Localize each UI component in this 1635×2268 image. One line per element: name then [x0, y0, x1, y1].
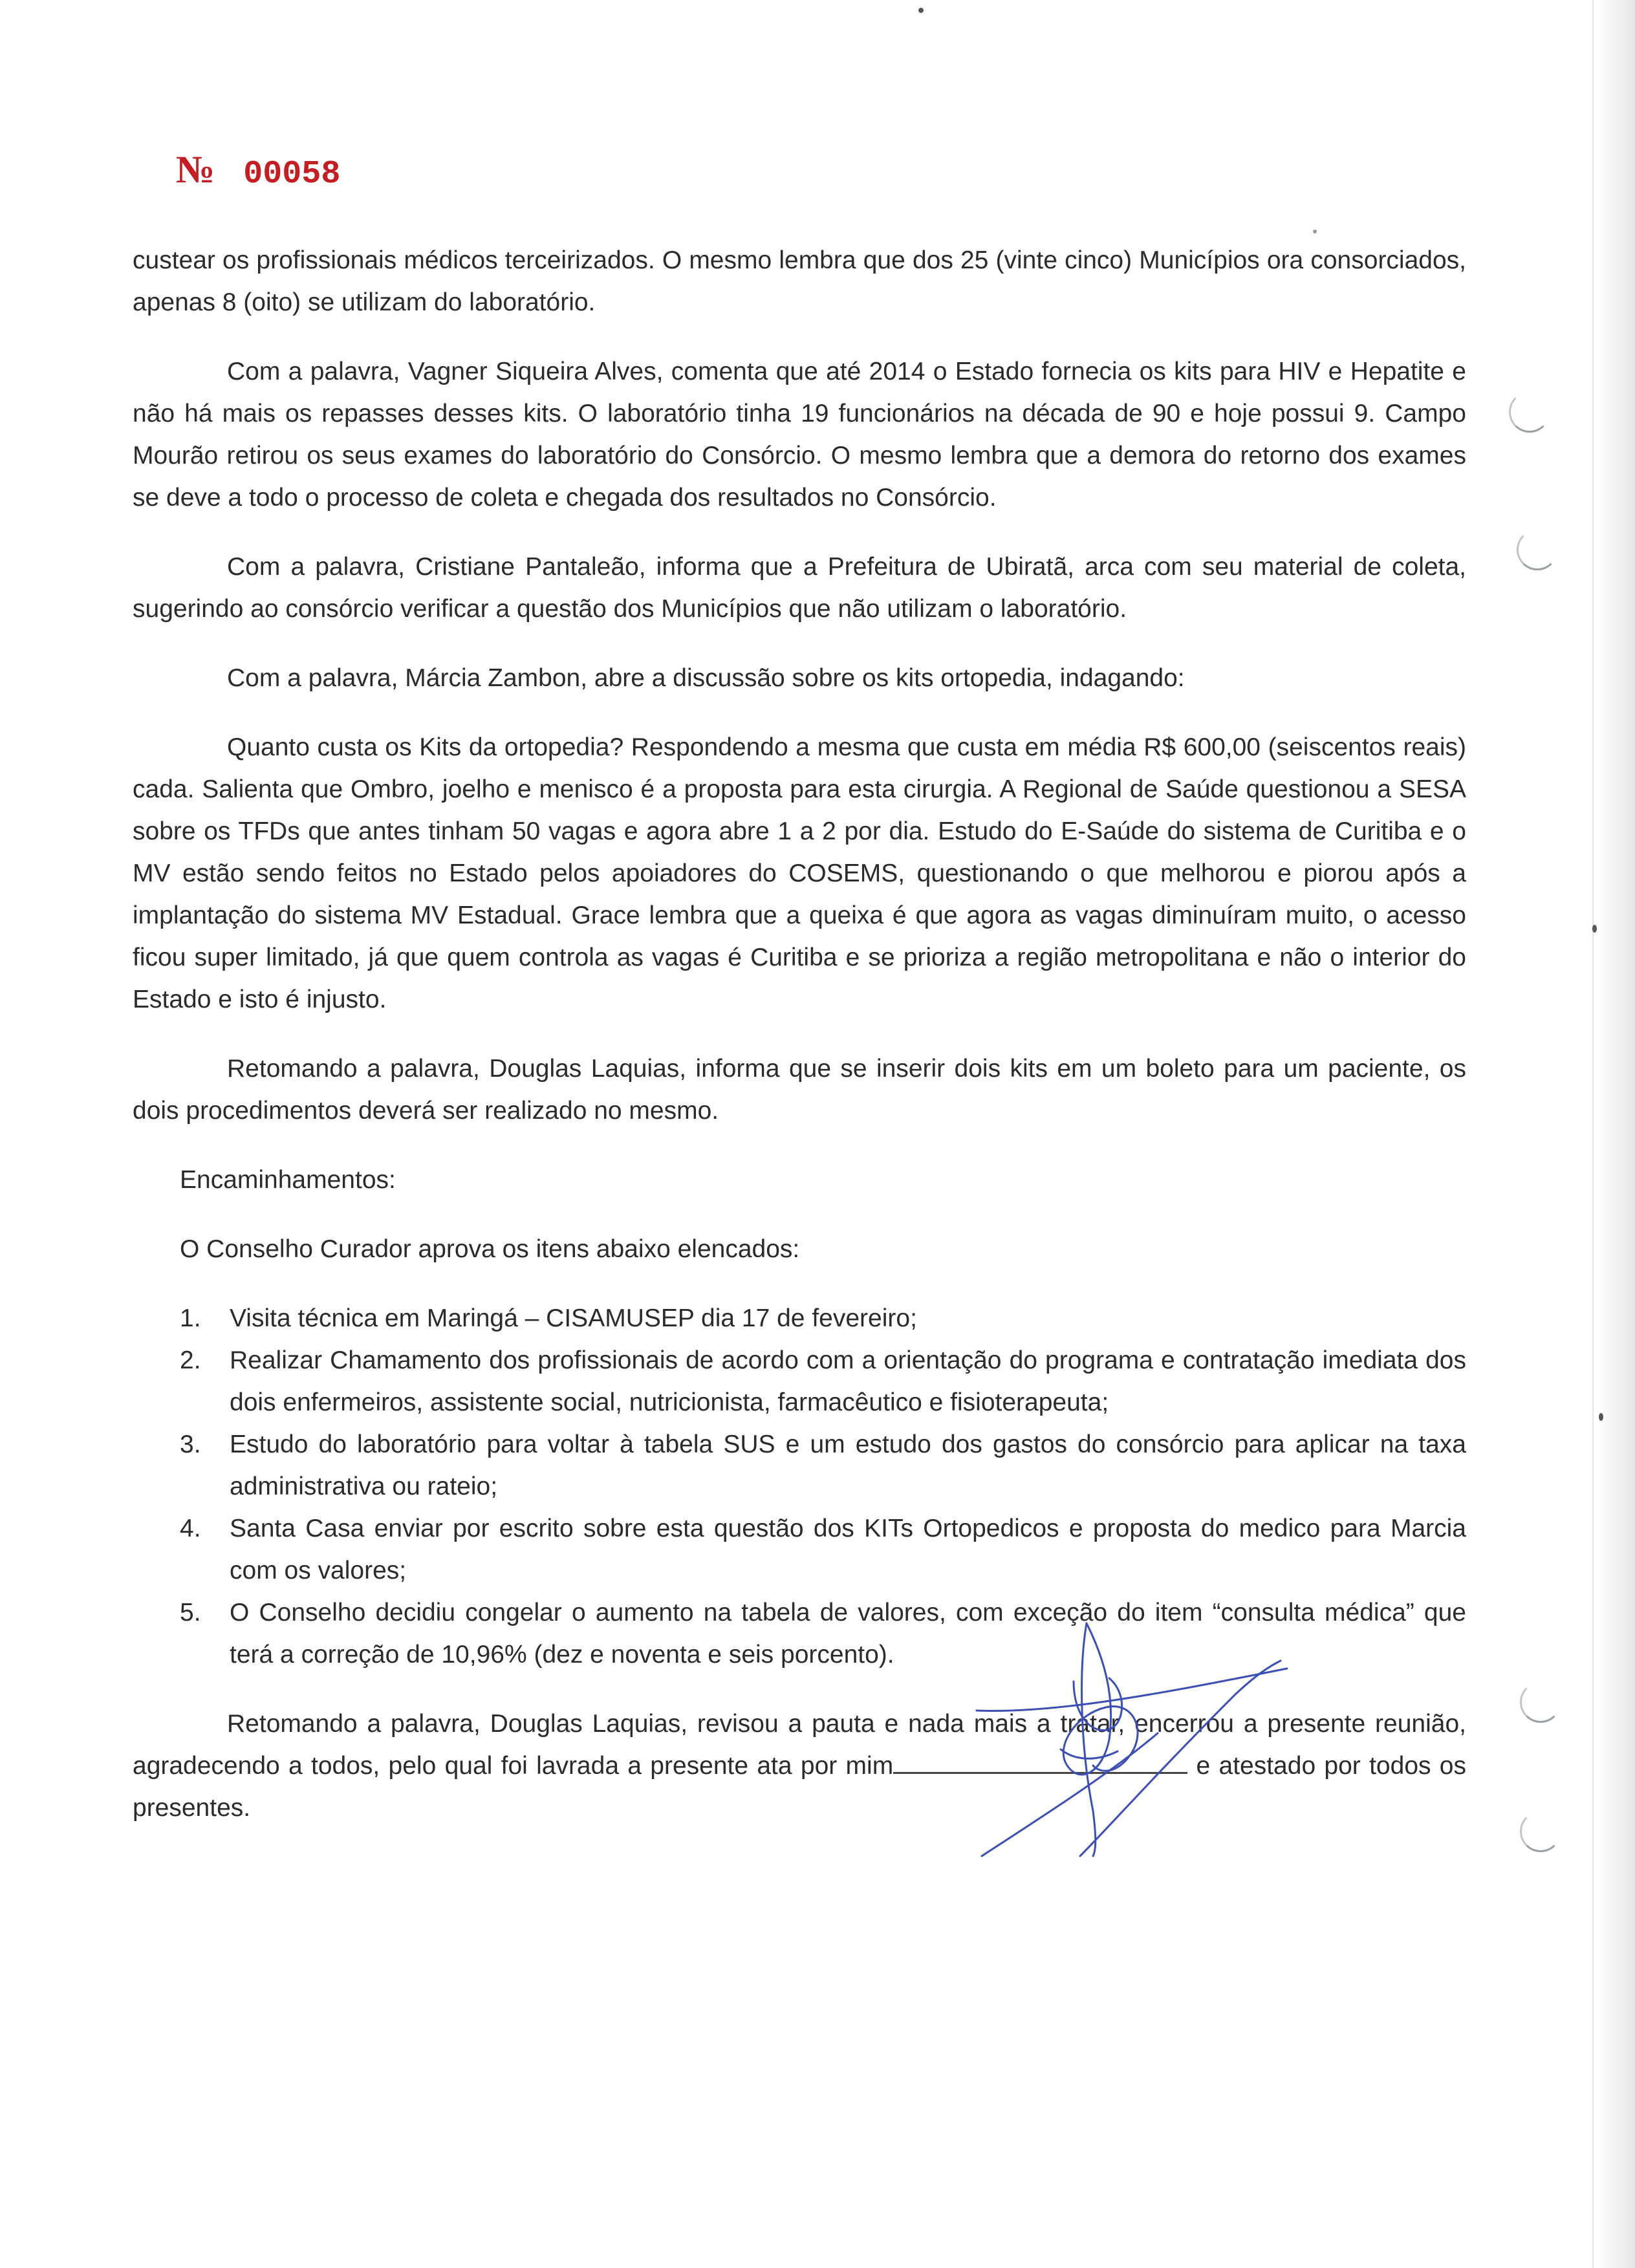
document-number [176, 147, 340, 193]
paragraph-conselho: O Conselho Curador aprova os itens abaixo elencados: [180, 1235, 800, 1263]
minutes-body [133, 239, 1466, 1829]
list-item [133, 1297, 1466, 1339]
item-number: 5. [180, 1599, 201, 1626]
item-number: 1. [180, 1304, 201, 1332]
number-value: 00058 [243, 156, 341, 193]
item-number: 3. [180, 1431, 201, 1458]
item-number: 4. [180, 1515, 201, 1542]
scan-speck [1592, 925, 1597, 933]
paragraph-kits: Quanto custa os Kits da ortopedia? Respondendo a mesma que custa em média R$ 600,00 (seiscentos reais) cada. Salienta que Ombro, joelho e menisco é a proposta para esta cirurgia. A Regional de Saúde questionou a SESA sobre os TFDs que antes tinham 50 vagas e agora abre 1 a 2 por dia. Estudo do E-Saúde do sistema de Curitiba e o MV estão sendo feitos no Estado pelos apoiadores do COSEMS, questionando o que melhorou e piorou após a implantação do sistema MV Estadual. Grace lembra que a queixa é que agora as vagas diminuíram muito, o acesso ficou super limitado, já que quem controla as vagas é Curitiba e se prioriza a região metropolitana e não o interior do Estado e isto é injusto. [133, 733, 1466, 1013]
handwritten-signature [964, 1617, 1300, 1863]
paragraph-marcia: Com a palavra, Márcia Zambon, abre a discussão sobre os kits ortopedia, indagando: [227, 664, 1185, 692]
closing-attestation: e atestado por todos os presentes. [133, 1752, 1466, 1822]
item-text: Estudo do laboratório para voltar à tabela SUS e um estudo dos gastos do consórcio para aplicar na taxa administrativa ou rateio; [230, 1431, 1466, 1500]
paragraph-continuation: custear os profissionais médicos terceirizados. O mesmo lembra que dos 25 (vinte cinco) Municípios ora consorciados, apenas 8 (oito) se utilizam do laboratório. [133, 246, 1466, 316]
scan-edge-line [1592, 0, 1594, 2268]
scan-edge-shadow [1596, 0, 1635, 2268]
list-item [133, 1423, 1466, 1507]
item-number: 2. [180, 1346, 201, 1374]
punch-hole-mark [1520, 1811, 1561, 1852]
punch-hole-mark [1517, 529, 1558, 570]
paragraph-douglas: Retomando a palavra, Douglas Laquias, informa que se inserir dois kits em um boleto para um paciente, os dois procedimentos deverá ser realizado no mesmo. [133, 1055, 1466, 1125]
scan-speck [1313, 230, 1317, 233]
item-text: Visita técnica em Maringá – CISAMUSEP dia 17 de fevereiro; [230, 1304, 917, 1332]
list-item [133, 1507, 1466, 1592]
number-sign: № [176, 148, 215, 191]
scan-speck [1599, 1413, 1603, 1421]
item-text: O Conselho decidiu congelar o aumento na tabela de valores, com exceção do item “consulta médica” que terá a correção de 10,96% (dez e noventa e seis porcento). [230, 1599, 1466, 1669]
scan-speck [918, 8, 924, 13]
item-text: Santa Casa enviar por escrito sobre esta questão dos KITs Ortopedicos e proposta do medico para Marcia com os valores; [230, 1515, 1466, 1584]
heading-encaminhamentos: Encaminhamentos: [180, 1166, 396, 1194]
closing-text: Retomando a palavra, Douglas Laquias, revisou a pauta e nada mais a tratar, encerrou a presente reunião, agradecendo a todos, pelo qual foi lavrada a presente ata por mim [133, 1710, 1466, 1780]
list-item [133, 1339, 1466, 1423]
paragraph-cristiane: Com a palavra, Cristiane Pantaleão, informa que a Prefeitura de Ubiratã, arca com seu material de coleta, sugerindo ao consórcio verificar a questão dos Municípios que não utilizam o laboratório. [133, 553, 1466, 623]
punch-hole-mark [1520, 1681, 1561, 1723]
item-text: Realizar Chamamento dos profissionais de acordo com a orientação do programa e contratação imediata dos dois enfermeiros, assistente social, nutricionista, farmacêutico e fisioterapeuta; [230, 1346, 1466, 1416]
punch-hole-mark [1509, 391, 1550, 433]
paragraph-vagner: Com a palavra, Vagner Siqueira Alves, comenta que até 2014 o Estado fornecia os kits para HIV e Hepatite e não há mais os repasses desses kits. O laboratório tinha 19 funcionários na década de 90 e hoje possui 9. Campo Mourão retirou os seus exames do laboratório do Consórcio. O mesmo lembra que a demora do retorno dos exames se deve a todo o processo de coleta e chegada dos resultados no Consórcio. [133, 358, 1466, 512]
